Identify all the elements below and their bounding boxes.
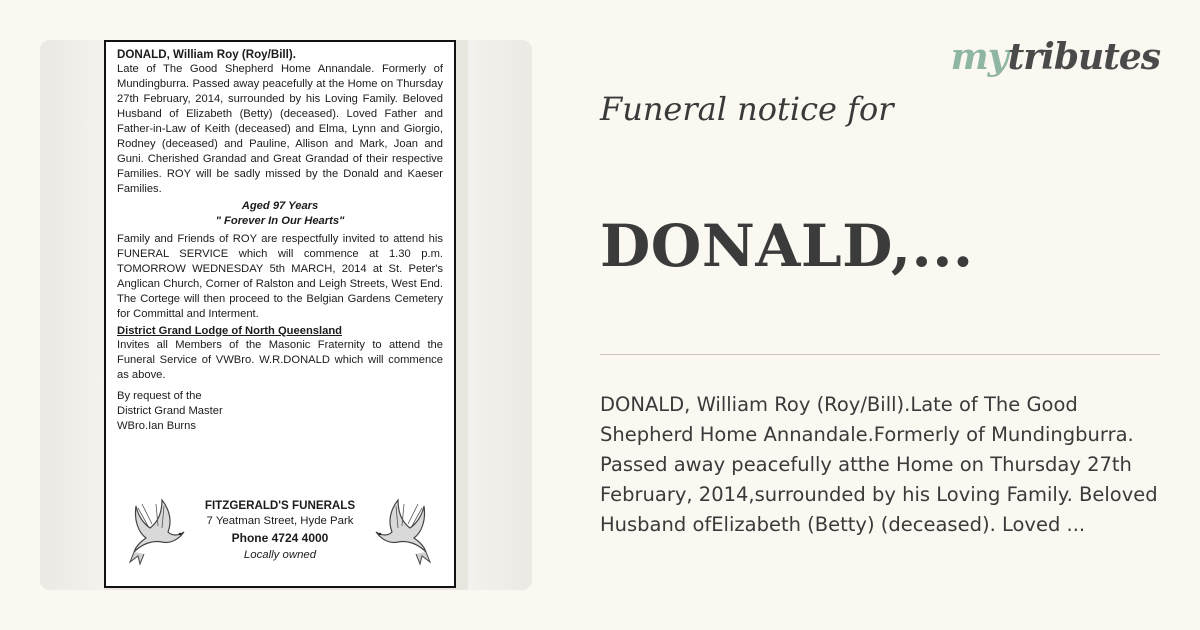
funeral-home-phone: Phone 4724 4000 [231,531,329,545]
notice-request-line: By request of the [117,390,202,403]
page-title: DONALD,... [600,212,974,280]
card-margin-left [40,40,104,590]
notice-lodge-heading: District Grand Lodge of North Queensland [117,324,343,337]
notice-quote: " Forever In Our Hearts" [215,215,345,228]
notice-age: Aged 97 Years [241,200,319,213]
divider [600,354,1160,355]
card-margin-right [468,40,532,590]
funeral-home-block [118,474,442,582]
notice-body: Late of The Good Shepherd Home Annandale. Formerly of Mundingburra. Passed away peacefully at the Home on Thursday 27th February, 2014, surrounded by his Loving Family. Beloved Husband of Elizabeth (Betty) (deceased). Loved Father and Father-in-Law of Keith (deceased) and Elma, Lynn and Giorgio, Rodney (deceased) and Pauline, Allison and Mark, Joan and Guni. Cherished Grandad and Great Grandad of their respective Families. ROY will be sadly missed by the Donald and Kaeser Families. [117,63,443,195]
page-subtitle: Funeral notice for [600,90,894,128]
funeral-notice [104,40,456,588]
notice-image-card [40,40,532,590]
brand-suffix: tributes [1007,36,1160,78]
brand-prefix: my [950,36,1008,78]
notice-lodge-text: Invites all Members of the Masonic Fraternity to attend the Funeral Service of VWBro. W.R.DONALD which will commence as above. [117,339,443,382]
funeral-home-name: FITZGERALD'S FUNERALS [204,499,356,512]
notice-heading: DONALD, William Roy (Roy/Bill). [117,48,296,61]
funeral-home-address: 7 Yeatman Street, Hyde Park [206,515,354,527]
notice-request-line: WBro.Ian Burns [117,419,196,432]
dove-icon [370,492,432,566]
funeral-home-owned: Locally owned [243,549,317,561]
brand-logo[interactable] [951,36,1160,78]
notice-excerpt: DONALD, William Roy (Roy/Bill).Late of The Good Shepherd Home Annandale.Formerly of Mundingburra. Passed away peacefully atthe Home on Thursday 27th February, 2014,surrounded by his Loving Family. Beloved Husband ofElizabeth (Betty) (deceased). Loved ... [600,393,1158,536]
notice-service: Family and Friends of ROY are respectfully invited to attend his FUNERAL SERVICE which will commence at 1.30 p.m. TOMORROW WEDNESDAY 5th MARCH, 2014 at St. Peter's Anglican Church, Corner of Ralston and Leigh Streets, West End. The Cortege will then proceed to the Belgian Gardens Cemetery for Committal and Interment. [117,233,443,320]
notice-request-line: District Grand Master [117,405,223,417]
